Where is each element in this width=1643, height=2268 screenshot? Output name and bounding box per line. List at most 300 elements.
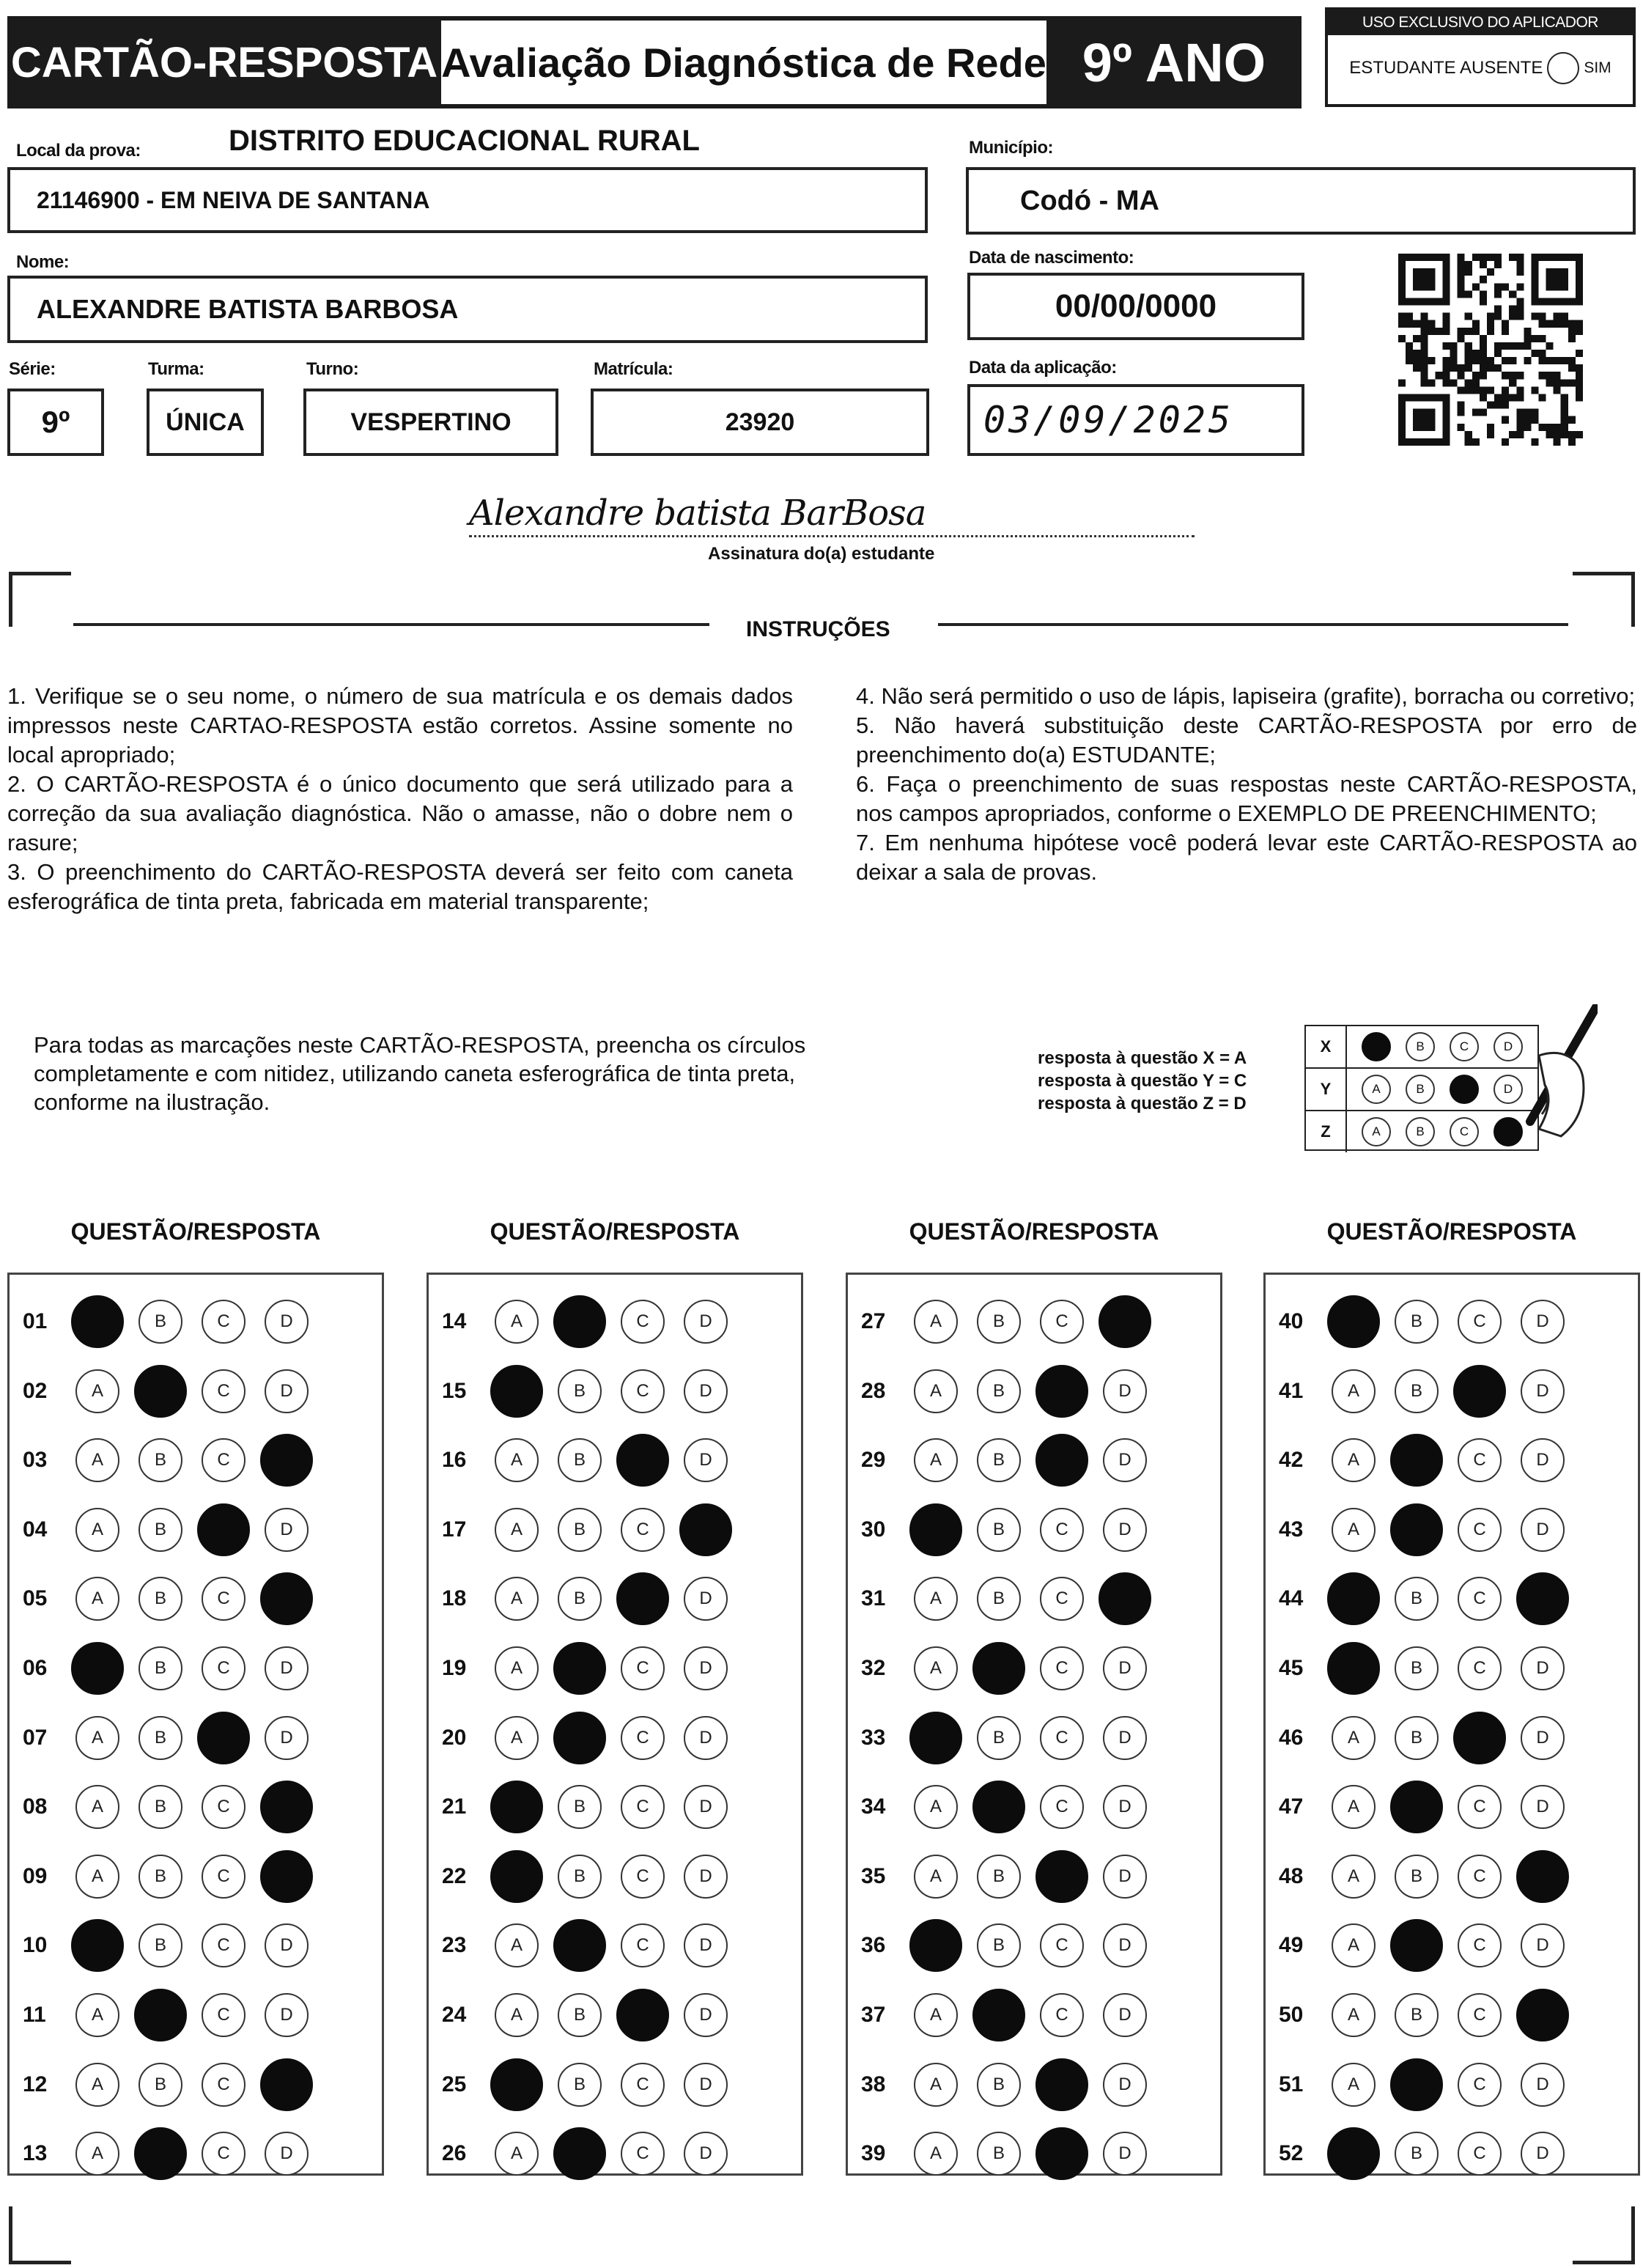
answer-bubble-d[interactable] xyxy=(260,1781,313,1833)
question-row xyxy=(1266,1785,1584,1829)
answer-bubble-b[interactable] xyxy=(134,2127,187,2180)
answer-bubble-a[interactable]: A xyxy=(495,1577,539,1621)
aplicacao-value: 03/09/2025 xyxy=(983,399,1234,441)
column-heading: QUESTÃO/RESPOSTA xyxy=(70,1218,321,1245)
grade-badge-text: 9º ANO xyxy=(1082,32,1266,93)
answer-bubble-a[interactable] xyxy=(490,2058,543,2111)
answer-bubble-d[interactable]: D xyxy=(265,1993,309,2037)
answer-bubble-a[interactable]: A xyxy=(495,2132,539,2176)
question-row xyxy=(1266,1577,1584,1621)
answer-bubble-a[interactable] xyxy=(909,1919,962,1972)
answer-bubble-c[interactable]: C xyxy=(202,1923,245,1967)
answer-bubble-b[interactable]: B xyxy=(1395,1577,1439,1621)
question-row xyxy=(10,1438,328,1482)
answer-bubble-c[interactable]: C xyxy=(1040,1577,1084,1621)
answer-bubble-d[interactable]: D xyxy=(265,1300,309,1344)
answer-bubble-b[interactable] xyxy=(553,2127,606,2180)
answer-bubble-d[interactable]: D xyxy=(1521,1923,1565,1967)
answer-bubble-c[interactable]: C xyxy=(1458,1855,1502,1899)
answer-bubble-c[interactable]: C xyxy=(1458,1508,1502,1552)
answer-bubble-c[interactable]: C xyxy=(1458,1993,1502,2037)
nascimento-label: Data de nascimento: xyxy=(969,248,1134,268)
question-number: 12 xyxy=(23,2072,48,2096)
answer-bubble-a[interactable]: A xyxy=(914,1855,958,1899)
question-number: 49 xyxy=(1279,1933,1304,1958)
answer-bubble-a[interactable]: A xyxy=(495,1646,539,1690)
answer-bubble-a[interactable]: A xyxy=(914,1577,958,1621)
turma-value: ÚNICA xyxy=(166,408,245,436)
absent-label: ESTUDANTE AUSENTE xyxy=(1349,58,1543,78)
answer-bubble-b[interactable]: B xyxy=(558,1855,602,1899)
question-number: 27 xyxy=(861,1309,886,1333)
question-row xyxy=(848,1855,1166,1899)
answer-bubble-c[interactable] xyxy=(1035,1850,1088,1903)
question-number: 30 xyxy=(861,1517,886,1542)
question-row xyxy=(429,1716,747,1760)
answer-bubble-d[interactable]: D xyxy=(684,1716,728,1760)
answer-bubble-b[interactable]: B xyxy=(558,1993,602,2037)
answer-bubble-b[interactable]: B xyxy=(139,1508,182,1552)
answer-bubble-a[interactable] xyxy=(490,1850,543,1903)
answer-bubble-b[interactable] xyxy=(134,1989,187,2041)
answer-bubble-a[interactable]: A xyxy=(75,1993,119,2037)
answer-bubble-d[interactable]: D xyxy=(684,1855,728,1899)
answer-bubble-d[interactable]: D xyxy=(684,1438,728,1482)
answer-bubble-b[interactable]: B xyxy=(977,1369,1021,1413)
answer-bubble-b[interactable]: B xyxy=(139,1855,182,1899)
question-row xyxy=(848,1993,1166,2037)
answer-bubble-a[interactable] xyxy=(909,1503,962,1556)
answer-bubble-d[interactable]: D xyxy=(684,2063,728,2107)
answer-bubble-b[interactable]: B xyxy=(977,1577,1021,1621)
answer-bubble-d[interactable] xyxy=(260,1572,313,1625)
answer-bubble-c[interactable]: C xyxy=(1458,1785,1502,1829)
answer-bubble-a[interactable]: A xyxy=(1332,1508,1376,1552)
answer-bubble-b[interactable]: B xyxy=(977,1855,1021,1899)
answer-bubble-d[interactable] xyxy=(1516,1572,1569,1625)
answer-bubble-b[interactable]: B xyxy=(977,2063,1021,2107)
question-number: 48 xyxy=(1279,1863,1304,1888)
answer-bubble-d[interactable]: D xyxy=(1521,1369,1565,1413)
answer-bubble-c[interactable]: C xyxy=(202,1785,245,1829)
answer-bubble-b[interactable] xyxy=(1390,1434,1443,1487)
answer-bubble-c[interactable]: C xyxy=(202,1577,245,1621)
answer-bubble-d[interactable]: D xyxy=(684,1369,728,1413)
answer-bubble-c[interactable]: C xyxy=(1458,1923,1502,1967)
answer-bubble-a[interactable] xyxy=(71,1642,124,1695)
answer-bubble-a[interactable] xyxy=(909,1712,962,1764)
answer-bubble-c[interactable] xyxy=(1035,2058,1088,2111)
answer-bubble-d[interactable]: D xyxy=(1103,1646,1147,1690)
question-number: 08 xyxy=(23,1794,48,1819)
answer-bubble-a[interactable]: A xyxy=(495,1993,539,2037)
answer-bubble-c[interactable] xyxy=(197,1503,250,1556)
answer-bubble-b[interactable] xyxy=(1390,1503,1443,1556)
question-row xyxy=(1266,2132,1584,2176)
answer-bubble-a[interactable]: A xyxy=(1332,1438,1376,1482)
answer-bubble-d[interactable]: D xyxy=(684,1300,728,1344)
answer-bubble-c[interactable] xyxy=(1453,1365,1506,1418)
matricula-label: Matrícula: xyxy=(594,359,673,379)
answer-bubble-b[interactable]: B xyxy=(977,1716,1021,1760)
answer-bubble-d[interactable]: D xyxy=(1103,1855,1147,1899)
answer-bubble-a[interactable] xyxy=(1327,2127,1380,2180)
answer-bubble-c[interactable]: C xyxy=(621,1369,665,1413)
answer-bubble-c[interactable]: C xyxy=(621,1923,665,1967)
absent-bubble[interactable] xyxy=(1547,52,1579,84)
answer-bubble-d[interactable]: D xyxy=(265,1716,309,1760)
answer-bubble-c[interactable]: C xyxy=(202,1993,245,2037)
answer-bubble-c[interactable]: C xyxy=(1458,1577,1502,1621)
question-row xyxy=(429,2132,747,2176)
answer-bubble-c[interactable]: C xyxy=(1040,1646,1084,1690)
answer-bubble-b[interactable]: B xyxy=(139,1716,182,1760)
answer-bubble-a[interactable]: A xyxy=(1332,1993,1376,2037)
question-row xyxy=(1266,1923,1584,1967)
answer-bubble-c[interactable]: C xyxy=(202,2063,245,2107)
answer-bubble-a[interactable]: A xyxy=(75,1438,119,1482)
answer-bubble-c[interactable]: C xyxy=(1040,1300,1084,1344)
question-number: 01 xyxy=(23,1309,48,1333)
answer-bubble-a[interactable]: A xyxy=(914,1369,958,1413)
answer-bubble-d[interactable] xyxy=(260,1850,313,1903)
answer-bubble-b[interactable]: B xyxy=(139,1577,182,1621)
matricula-field xyxy=(591,389,929,456)
answer-bubble-a[interactable]: A xyxy=(495,1438,539,1482)
answer-bubble-d[interactable]: D xyxy=(684,1646,728,1690)
question-number: 28 xyxy=(861,1378,886,1403)
answer-bubble-b[interactable]: B xyxy=(139,1785,182,1829)
answer-bubble-d[interactable] xyxy=(1516,1850,1569,1903)
example-bubble: B xyxy=(1406,1075,1435,1104)
answer-bubble-d[interactable]: D xyxy=(1103,2132,1147,2176)
answer-bubble-a[interactable]: A xyxy=(75,2063,119,2107)
answer-bubble-d[interactable]: D xyxy=(1521,1785,1565,1829)
question-row xyxy=(10,1716,328,1760)
corner-top-left xyxy=(9,572,71,627)
answer-bubble-b[interactable]: B xyxy=(558,1785,602,1829)
example-bubble: B xyxy=(1406,1117,1435,1146)
aplicacao-field xyxy=(967,384,1304,456)
answer-bubble-d[interactable]: D xyxy=(684,1785,728,1829)
answer-bubble-b[interactable] xyxy=(972,1781,1025,1833)
answer-bubble-b[interactable]: B xyxy=(139,1923,182,1967)
question-row xyxy=(10,1369,328,1413)
question-number: 42 xyxy=(1279,1448,1304,1473)
corner-top-right xyxy=(1573,572,1635,627)
question-number: 26 xyxy=(442,2141,467,2166)
answer-bubble-c[interactable]: C xyxy=(202,1855,245,1899)
answer-bubble-c[interactable] xyxy=(197,1712,250,1764)
answer-bubble-d[interactable]: D xyxy=(265,1508,309,1552)
answer-bubble-d[interactable]: D xyxy=(1103,2063,1147,2107)
answer-bubble-c[interactable]: C xyxy=(1040,1716,1084,1760)
answer-bubble-d[interactable]: D xyxy=(1103,1993,1147,2037)
answer-bubble-d[interactable] xyxy=(1099,1295,1151,1348)
question-row xyxy=(1266,1438,1584,1482)
answer-bubble-d[interactable]: D xyxy=(265,2132,309,2176)
question-number: 24 xyxy=(442,2003,467,2027)
answer-bubble-d[interactable]: D xyxy=(1521,2132,1565,2176)
answer-bubble-b[interactable] xyxy=(553,1712,606,1764)
question-number: 36 xyxy=(861,1933,886,1958)
absent-option: SIM xyxy=(1584,59,1611,76)
answer-bubble-d[interactable]: D xyxy=(1521,2063,1565,2107)
answer-bubble-d[interactable]: D xyxy=(1103,1369,1147,1413)
answer-bubble-a[interactable] xyxy=(490,1365,543,1418)
question-row xyxy=(429,1577,747,1621)
answer-bubble-a[interactable] xyxy=(71,1295,124,1348)
question-row xyxy=(429,1646,747,1690)
answer-bubble-d[interactable]: D xyxy=(265,1923,309,1967)
turma-label: Turma: xyxy=(148,359,204,379)
answer-bubble-a[interactable]: A xyxy=(914,1993,958,2037)
answer-bubble-a[interactable]: A xyxy=(75,1855,119,1899)
question-number: 14 xyxy=(442,1309,467,1333)
question-row xyxy=(848,1646,1166,1690)
answer-bubble-d[interactable]: D xyxy=(1521,1646,1565,1690)
answer-bubble-d[interactable]: D xyxy=(684,2132,728,2176)
answer-bubble-b[interactable] xyxy=(553,1642,606,1695)
answer-bubble-b[interactable]: B xyxy=(1395,1300,1439,1344)
answer-bubble-b[interactable] xyxy=(553,1295,606,1348)
answer-bubble-a[interactable]: A xyxy=(1332,1716,1376,1760)
answer-bubble-b[interactable] xyxy=(1390,1781,1443,1833)
answer-bubble-b[interactable]: B xyxy=(1395,1855,1439,1899)
answer-bubble-c[interactable]: C xyxy=(1040,1785,1084,1829)
answer-bubble-c[interactable]: C xyxy=(202,1646,245,1690)
answer-bubble-c[interactable]: C xyxy=(1458,1438,1502,1482)
answer-bubble-a[interactable] xyxy=(1327,1572,1380,1625)
answer-bubble-d[interactable] xyxy=(260,2058,313,2111)
answer-bubble-a[interactable]: A xyxy=(914,1438,958,1482)
applicator-box xyxy=(1325,7,1636,107)
answer-bubble-c[interactable]: C xyxy=(202,1300,245,1344)
question-row xyxy=(429,1300,747,1344)
answer-bubble-b[interactable] xyxy=(1390,2058,1443,2111)
answer-bubble-b[interactable] xyxy=(972,1989,1025,2041)
answer-bubble-c[interactable]: C xyxy=(1458,1646,1502,1690)
answer-bubble-b[interactable]: B xyxy=(558,1438,602,1482)
answer-bubble-c[interactable] xyxy=(1035,1434,1088,1487)
answer-bubble-c[interactable] xyxy=(616,1572,669,1625)
answer-bubble-a[interactable]: A xyxy=(1332,2063,1376,2107)
answer-bubble-c[interactable] xyxy=(1453,1712,1506,1764)
answer-bubble-a[interactable] xyxy=(71,1919,124,1972)
answer-bubble-d[interactable]: D xyxy=(684,1577,728,1621)
answer-bubble-a[interactable]: A xyxy=(1332,1785,1376,1829)
example-legend-z: resposta à questão Z = D xyxy=(1038,1094,1247,1113)
answer-bubble-b[interactable] xyxy=(134,1365,187,1418)
example-legend-y: resposta à questão Y = C xyxy=(1038,1071,1247,1091)
question-number: 52 xyxy=(1279,2141,1304,2166)
question-row xyxy=(429,1993,747,2037)
answer-bubble-c[interactable]: C xyxy=(1040,1993,1084,2037)
answer-bubble-c[interactable]: C xyxy=(1040,1923,1084,1967)
answer-bubble-b[interactable]: B xyxy=(1395,1646,1439,1690)
column-heading: QUESTÃO/RESPOSTA xyxy=(909,1218,1159,1245)
answer-bubble-c[interactable]: C xyxy=(621,1508,665,1552)
answer-bubble-a[interactable]: A xyxy=(75,1508,119,1552)
answer-bubble-d[interactable]: D xyxy=(1103,1785,1147,1829)
example-question-label: Y xyxy=(1306,1069,1347,1110)
answer-bubble-a[interactable]: A xyxy=(1332,1855,1376,1899)
answer-bubble-c[interactable]: C xyxy=(621,1716,665,1760)
answer-bubble-a[interactable]: A xyxy=(1332,1923,1376,1967)
answer-bubble-a[interactable]: A xyxy=(914,1300,958,1344)
answer-bubble-c[interactable] xyxy=(616,1989,669,2041)
answer-bubble-d[interactable]: D xyxy=(1103,1923,1147,1967)
corner-bottom-left xyxy=(9,2206,71,2264)
signature-line xyxy=(469,535,1195,537)
answer-bubble-b[interactable]: B xyxy=(977,1300,1021,1344)
question-number: 21 xyxy=(442,1794,467,1819)
answer-bubble-d[interactable] xyxy=(1516,1989,1569,2041)
question-number: 22 xyxy=(442,1863,467,1888)
answer-bubble-a[interactable]: A xyxy=(75,2132,119,2176)
answer-bubble-a[interactable] xyxy=(1327,1642,1380,1695)
municipio-value: Codó - MA xyxy=(1020,185,1159,216)
question-number: 13 xyxy=(23,2141,48,2166)
column-heading: QUESTÃO/RESPOSTA xyxy=(1326,1218,1577,1245)
answer-bubble-c[interactable]: C xyxy=(1458,1300,1502,1344)
question-row xyxy=(1266,1369,1584,1413)
question-number: 45 xyxy=(1279,1656,1304,1680)
question-row xyxy=(429,1923,747,1967)
answer-bubble-b[interactable] xyxy=(1390,1919,1443,1972)
answer-bubble-a[interactable]: A xyxy=(75,1577,119,1621)
question-number: 10 xyxy=(23,1933,48,1958)
answer-bubble-b[interactable]: B xyxy=(558,1577,602,1621)
answer-bubble-b[interactable]: B xyxy=(1395,1716,1439,1760)
answer-bubble-c[interactable]: C xyxy=(202,1369,245,1413)
question-number: 19 xyxy=(442,1656,467,1680)
example-legend-x: resposta à questão X = A xyxy=(1038,1048,1247,1068)
question-row xyxy=(10,1785,328,1829)
answer-bubble-c[interactable]: C xyxy=(1458,2132,1502,2176)
signature: Alexandre batista BarBosa xyxy=(469,493,926,534)
example-bubble xyxy=(1450,1075,1479,1104)
answer-bubble-a[interactable]: A xyxy=(75,1716,119,1760)
answer-bubble-a[interactable]: A xyxy=(914,2063,958,2107)
answer-bubble-c[interactable]: C xyxy=(202,2132,245,2176)
answer-bubble-a[interactable]: A xyxy=(75,1369,119,1413)
answer-bubble-b[interactable]: B xyxy=(977,1438,1021,1482)
instruction-3: 3. O preenchimento do CARTÃO-RESPOSTA deverá ser feito com caneta esferográfica de tinta preta, fabricada em material transparente; xyxy=(7,859,793,914)
answer-bubble-a[interactable]: A xyxy=(495,1716,539,1760)
example-bubble xyxy=(1362,1032,1391,1061)
answer-bubble-d[interactable]: D xyxy=(1521,1508,1565,1552)
municipio-field xyxy=(966,167,1636,235)
answer-bubble-b[interactable]: B xyxy=(977,2132,1021,2176)
answer-bubble-a[interactable]: A xyxy=(75,1785,119,1829)
question-number: 37 xyxy=(861,2003,886,2027)
answer-bubble-a[interactable] xyxy=(1327,1295,1380,1348)
answer-bubble-b[interactable]: B xyxy=(558,2063,602,2107)
answer-bubble-d[interactable]: D xyxy=(1521,1300,1565,1344)
answer-bubble-b[interactable]: B xyxy=(558,1508,602,1552)
answer-bubble-b[interactable]: B xyxy=(558,1369,602,1413)
answer-bubble-c[interactable]: C xyxy=(621,1300,665,1344)
answer-bubble-b[interactable]: B xyxy=(139,1300,182,1344)
answer-bubble-b[interactable]: B xyxy=(1395,1369,1439,1413)
answer-bubble-c[interactable]: C xyxy=(1458,2063,1502,2107)
question-number: 06 xyxy=(23,1656,48,1680)
question-row xyxy=(1266,1508,1584,1552)
answer-bubble-d[interactable]: D xyxy=(1103,1438,1147,1482)
answer-bubble-a[interactable]: A xyxy=(495,1923,539,1967)
answer-bubble-a[interactable] xyxy=(490,1781,543,1833)
answer-bubble-d[interactable] xyxy=(1099,1572,1151,1625)
answer-bubble-c[interactable]: C xyxy=(621,1646,665,1690)
answer-bubble-d[interactable] xyxy=(679,1503,732,1556)
answer-bubble-d[interactable]: D xyxy=(265,1369,309,1413)
answer-bubble-b[interactable]: B xyxy=(139,1646,182,1690)
answer-bubble-b[interactable] xyxy=(553,1919,606,1972)
answer-bubble-b[interactable]: B xyxy=(139,2063,182,2107)
answer-bubble-d[interactable] xyxy=(260,1434,313,1487)
answer-bubble-d[interactable]: D xyxy=(1521,1438,1565,1482)
turno-value: VESPERTINO xyxy=(350,408,512,436)
answer-bubble-d[interactable]: D xyxy=(1521,1716,1565,1760)
question-row xyxy=(429,2063,747,2107)
answer-bubble-b[interactable] xyxy=(972,1642,1025,1695)
question-row xyxy=(848,1438,1166,1482)
question-number: 05 xyxy=(23,1586,48,1611)
answer-bubble-c[interactable]: C xyxy=(621,2063,665,2107)
question-row xyxy=(848,2132,1166,2176)
answer-bubble-a[interactable]: A xyxy=(914,1785,958,1829)
answer-bubble-d[interactable]: D xyxy=(1103,1508,1147,1552)
answer-bubble-c[interactable]: C xyxy=(621,2132,665,2176)
answer-bubble-a[interactable]: A xyxy=(914,1646,958,1690)
question-row xyxy=(848,1716,1166,1760)
question-number: 33 xyxy=(861,1725,886,1750)
question-row xyxy=(429,1785,747,1829)
answer-bubble-d[interactable]: D xyxy=(684,1993,728,2037)
answer-bubble-c[interactable]: C xyxy=(1040,1508,1084,1552)
municipio-label: Município: xyxy=(969,138,1053,158)
answer-bubble-a[interactable]: A xyxy=(1332,1369,1376,1413)
answer-bubble-c[interactable] xyxy=(1035,2127,1088,2180)
serie-field xyxy=(7,389,104,456)
instruction-5: 5. Não haverá substituição deste CARTÃO-RESPOSTA por erro de preenchimento do(a) ESTUDANTE; xyxy=(856,713,1637,767)
question-number: 17 xyxy=(442,1517,467,1542)
answer-bubble-c[interactable] xyxy=(616,1434,669,1487)
example-row xyxy=(1306,1026,1537,1069)
answer-bubble-a[interactable]: A xyxy=(495,1300,539,1344)
answer-bubble-a[interactable]: A xyxy=(495,1508,539,1552)
answer-bubble-d[interactable]: D xyxy=(684,1923,728,1967)
local-label: Local da prova: xyxy=(16,141,141,161)
answer-bubble-c[interactable]: C xyxy=(202,1438,245,1482)
answer-bubble-d[interactable]: D xyxy=(1103,1716,1147,1760)
answer-bubble-b[interactable]: B xyxy=(977,1923,1021,1967)
answer-bubble-b[interactable]: B xyxy=(1395,1993,1439,2037)
answer-bubble-b[interactable]: B xyxy=(139,1438,182,1482)
answer-bubble-b[interactable]: B xyxy=(977,1508,1021,1552)
question-number: 50 xyxy=(1279,2003,1304,2027)
example-text: Para todas as marcações neste CARTÃO-RESPOSTA, preencha os círculos completamente e com nitidez, utilizando caneta esferográfica de tinta preta, conforme na ilustração. xyxy=(34,1032,806,1115)
answer-bubble-a[interactable]: A xyxy=(914,2132,958,2176)
answer-bubble-c[interactable] xyxy=(1035,1365,1088,1418)
instructions-right xyxy=(856,682,1637,887)
answer-bubble-c[interactable]: C xyxy=(621,1785,665,1829)
question-row xyxy=(848,1508,1166,1552)
answer-bubble-c[interactable]: C xyxy=(621,1855,665,1899)
answer-bubble-d[interactable]: D xyxy=(265,1646,309,1690)
answer-bubble-b[interactable]: B xyxy=(1395,2132,1439,2176)
